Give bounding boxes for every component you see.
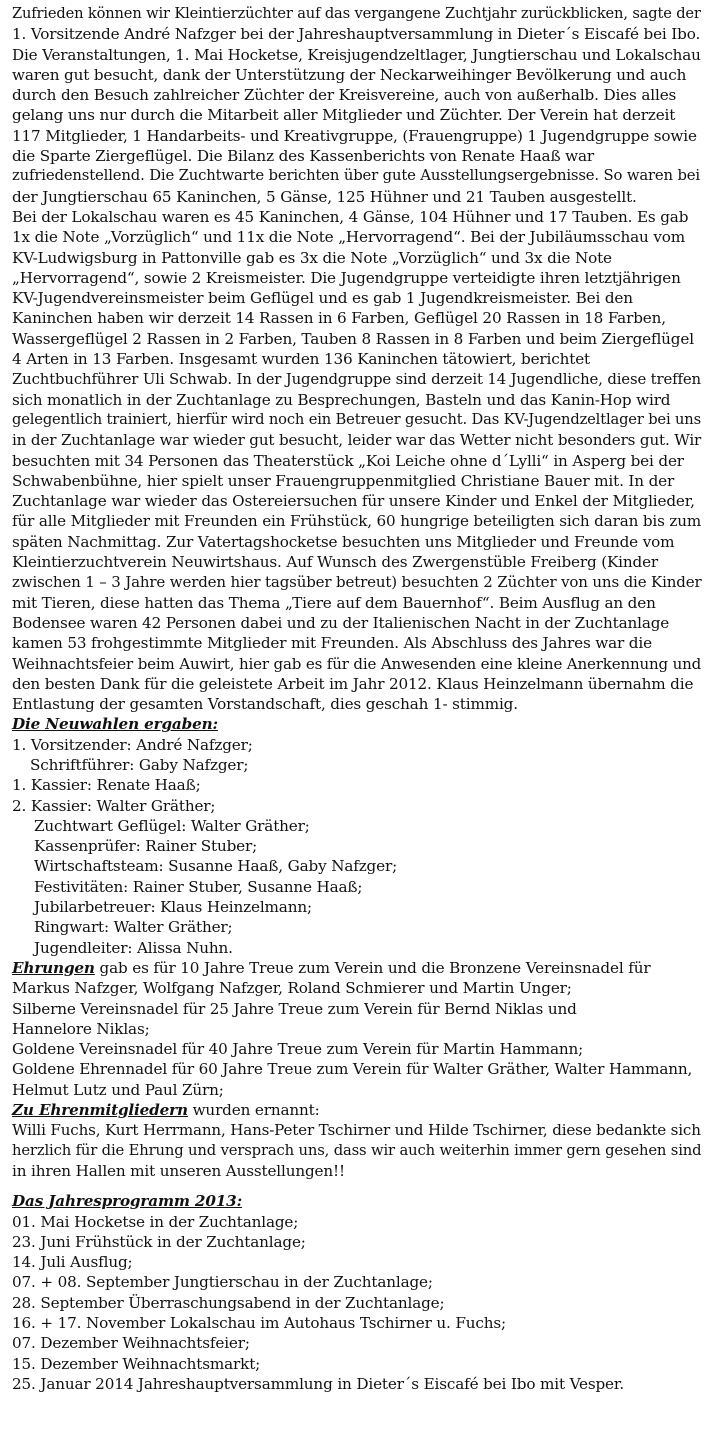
text-line: 4 Arten in 13 Farben. Insgesamt wurden 136 Kaninchen tätowiert, berichtet bbox=[12, 350, 590, 369]
ehrungen-line: Goldene Ehrennadel für 60 Jahre Treue zum Verein für Walter Gräther, Walter Hammann, bbox=[12, 1060, 693, 1079]
text-line: 117 Mitglieder, 1 Handarbeits- und Kreativgruppe, (Frauengruppe) 1 Jugendgruppe sowie bbox=[12, 126, 697, 145]
ehrungen-line: Hannelore Niklas; bbox=[12, 1019, 150, 1038]
neuwahlen-line: Kassenprüfer: Rainer Stuber; bbox=[34, 837, 258, 856]
text-line: sich monatlich in der Zuchtanlage zu Besprechungen, Basteln und das Kanin-Hop wird bbox=[12, 390, 671, 409]
ehrungen-line: Helmut Lutz und Paul Zürn; bbox=[12, 1080, 224, 1099]
text-line: in der Zuchtanlage war wieder gut besucht, leider war das Wetter nicht besonders gut. Wir bbox=[12, 431, 702, 450]
text-line: Bodensee waren 42 Personen dabei und zu der Italienischen Nacht in der Zuchtanlage bbox=[12, 613, 670, 632]
ehrungen-section bbox=[12, 958, 701, 1100]
ehrenmitglieder-section bbox=[12, 1100, 701, 1181]
text-line: gelang uns nur durch die Mitarbeit aller Mitglieder und Züchter. Der Verein hat derzeit bbox=[12, 106, 676, 125]
jahresprogramm-heading: Das Jahresprogramm 2013: bbox=[12, 1192, 243, 1211]
jahresprogramm-item: 25. Januar 2014 Jahreshauptversammlung in Dieter´s Eiscafé bei Ibo mit Vesper. bbox=[12, 1374, 625, 1393]
text-line: Zuchtanlage war wieder das Ostereiersuchen für unsere Kinder und Enkel der Mitglieder, bbox=[12, 492, 695, 511]
text-line: späten Nachmittag. Zur Vatertagshocketse besuchten uns Mitglieder und Freunde vom bbox=[12, 532, 675, 551]
text-line: Entlastung der gesamten Vorstandschaft, dies geschah 1- stimmig. bbox=[12, 695, 518, 714]
ehrenmitglieder-heading: Zu Ehrenmitgliedern bbox=[12, 1101, 188, 1120]
neuwahlen-line: Zuchtwart Geflügel: Walter Gräther; bbox=[34, 816, 310, 835]
text-line: der Jungtierschau 65 Kaninchen, 5 Gänse, 125 Hühner und 21 Tauben ausgestellt. bbox=[12, 187, 637, 206]
neuwahlen-line: 2. Kassier: Walter Gräther; bbox=[12, 796, 216, 815]
text-line: für alle Mitglieder mit Freunden ein Frühstück, 60 hungrige beteiligten sich daran bis zum bbox=[12, 512, 702, 531]
ehrenmitglieder-line: in ihren Hallen mit unseren Ausstellungen!! bbox=[12, 1161, 345, 1180]
text-line: 1x die Note „Vorzüglich“ und 11x die Note „Hervorragend“. Bei der Jubiläumsschau vom bbox=[12, 228, 686, 247]
text-line: gelegentlich trainiert, hierfür wird noch ein Betreuer gesucht. Das KV-Jugendzeltlager bei uns bbox=[12, 410, 701, 428]
text-line: Schwabenbühne, hier spielt unser Frauengruppenmitglied Christiane Bauer mit. In der bbox=[12, 471, 675, 490]
text-line: Bei der Lokalschau waren es 45 Kaninchen, 4 Gänse, 104 Hühner und 17 Tauben. Es gab bbox=[12, 207, 689, 226]
ehrenmitglieder-line: Willi Fuchs, Kurt Herrmann, Hans-Peter Tschirner und Hilde Tschirner, diese bedankte sich bbox=[12, 1121, 701, 1140]
text-line: „Hervorragend“, sowie 2 Kreismeister. Die Jugendgruppe verteidigte ihren letztjährigen bbox=[12, 268, 681, 287]
jahresprogramm-item: 07. Dezember Weihnachtsfeier; bbox=[12, 1334, 250, 1353]
jahresprogramm-item: 28. September Überraschungsabend in der Zuchtanlage; bbox=[12, 1293, 445, 1312]
text-line: KV-Jugendvereinsmeister beim Geflügel und es gab 1 Jugendkreismeister. Bei den bbox=[12, 289, 633, 308]
text-line: den besten Dank für die geleistete Arbeit im Jahr 2012. Klaus Heinzelmann übernahm die bbox=[12, 674, 694, 693]
text-line: Kleintierzuchtverein Neuwirtshaus. Auf Wunsch des Zwergenstüble Freiberg (Kinder bbox=[12, 553, 659, 572]
text-line: Zuchtbuchführer Uli Schwab. In der Jugendgruppe sind derzeit 14 Jugendliche, diese treffen bbox=[12, 370, 701, 389]
text-line: kamen 53 frohgestimmte Mitglieder mit Freunden. Als Abschluss des Jahres war die bbox=[12, 634, 652, 653]
text-line: Die Veranstaltungen, 1. Mai Hocketse, Kreisjugendzeltlager, Jungtierschau und Lokalschau bbox=[12, 45, 701, 64]
neuwahlen-section bbox=[12, 714, 701, 958]
text-line: 1. Vorsitzende André Nafzger bei der Jahreshauptversammlung in Dieter´s Eiscafé bei Ibo. bbox=[12, 25, 701, 44]
text-line: mit Tieren, diese hatten das Thema „Tiere auf dem Bauernhof“. Beim Ausflug an den bbox=[12, 593, 656, 612]
text-line: zufriedenstellend. Die Zuchtwarte berichten über gute Ausstellungsergebnisse. So waren bei bbox=[12, 167, 700, 185]
ehrungen-first-line bbox=[12, 958, 701, 978]
text-line: KV-Ludwigsburg in Pattonville gab es 3x die Note „Vorzüglich“ und 3x die Note bbox=[12, 248, 612, 267]
text-line: Weihnachtsfeier beim Auwirt, hier gab es für die Anwesenden eine kleine Anerkennung und bbox=[12, 654, 702, 673]
ehrenmitglieder-line: herzlich für die Ehrung und versprach uns, dass wir auch weiterhin immer gern gesehen sind bbox=[12, 1141, 702, 1159]
neuwahlen-line: Wirtschaftsteam: Susanne Haaß, Gaby Nafzger; bbox=[34, 857, 398, 876]
text-line: die Sparte Ziergeflügel. Die Bilanz des Kassenberichts von Renate Haaß war bbox=[12, 147, 594, 166]
text-line: durch den Besuch zahlreicher Züchter der Kreisvereine, auch von außerhalb. Dies alles bbox=[12, 86, 677, 105]
ehrungen-line: Silberne Vereinsnadel für 25 Jahre Treue zum Verein für Bernd Niklas und bbox=[12, 999, 577, 1018]
jahresprogramm-item: 16. + 17. November Lokalschau im Autohaus Tschirner u. Fuchs; bbox=[12, 1314, 507, 1332]
ehrenmitglieder-first-line bbox=[12, 1100, 701, 1120]
ehrungen-line: Markus Nafzger, Wolfgang Nafzger, Roland Schmierer und Martin Unger; bbox=[12, 979, 572, 998]
ehrungen-line: Goldene Vereinsnadel für 40 Jahre Treue zum Verein für Martin Hammann; bbox=[12, 1040, 584, 1059]
text-line: besuchten mit 34 Personen das Theaterstück „Koi Leiche ohne d´Lylli“ in Asperg bei der bbox=[12, 451, 684, 470]
ehrungen-first-line-text: gab es für 10 Jahre Treue zum Verein und die Bronzene Vereinsnadel für bbox=[94, 958, 651, 977]
section-spacer bbox=[12, 1181, 701, 1191]
jahresprogramm-item: 07. + 08. September Jungtierschau in der Zuchtanlage; bbox=[12, 1273, 433, 1292]
ehrungen-heading: Ehrungen bbox=[12, 958, 95, 977]
ehrenmitglieder-first-line-text: wurden ernannt: bbox=[187, 1101, 320, 1120]
text-line: waren gut besucht, dank der Unterstützung der Neckarweihinger Bevölkerung und auch bbox=[12, 65, 687, 84]
neuwahlen-line: Ringwart: Walter Gräther; bbox=[34, 918, 233, 937]
text-line: zwischen 1 – 3 Jahre werden hier tagsüber betreut) besuchten 2 Züchter von uns die Kinder bbox=[12, 573, 702, 592]
neuwahlen-line: Jugendleiter: Alissa Nuhn. bbox=[34, 938, 233, 957]
jahresprogramm-item: 15. Dezember Weihnachtsmarkt; bbox=[12, 1354, 261, 1373]
neuwahlen-line: Jubilarbetreuer: Klaus Heinzelmann; bbox=[34, 898, 312, 917]
text-line: Zufrieden können wir Kleintierzüchter auf das vergangene Zuchtjahr zurückblicken, sagte der bbox=[12, 5, 701, 22]
text-line: Kaninchen haben wir derzeit 14 Rassen in 6 Farben, Geflügel 20 Rassen in 18 Farben, bbox=[12, 309, 666, 328]
jahresprogramm-item: 23. Juni Frühstück in der Zuchtanlage; bbox=[12, 1232, 306, 1251]
jahresprogramm-section bbox=[12, 1191, 701, 1394]
intro-paragraph bbox=[12, 4, 701, 714]
neuwahlen-line: 1. Kassier: Renate Haaß; bbox=[12, 776, 201, 795]
neuwahlen-line: 1. Vorsitzender: André Nafzger; bbox=[12, 735, 253, 754]
jahresprogramm-item: 01. Mai Hocketse in der Zuchtanlage; bbox=[12, 1212, 299, 1231]
neuwahlen-heading: Die Neuwahlen ergaben: bbox=[12, 715, 218, 734]
jahresprogramm-item: 14. Juli Ausflug; bbox=[12, 1253, 133, 1272]
text-line: Wassergeflügel 2 Rassen in 2 Farben, Tauben 8 Rassen in 8 Farben und beim Ziergeflügel bbox=[12, 329, 694, 348]
neuwahlen-line: Festivitäten: Rainer Stuber, Susanne Haaß; bbox=[34, 877, 363, 896]
neuwahlen-line: Schriftführer: Gaby Nafzger; bbox=[30, 755, 249, 774]
